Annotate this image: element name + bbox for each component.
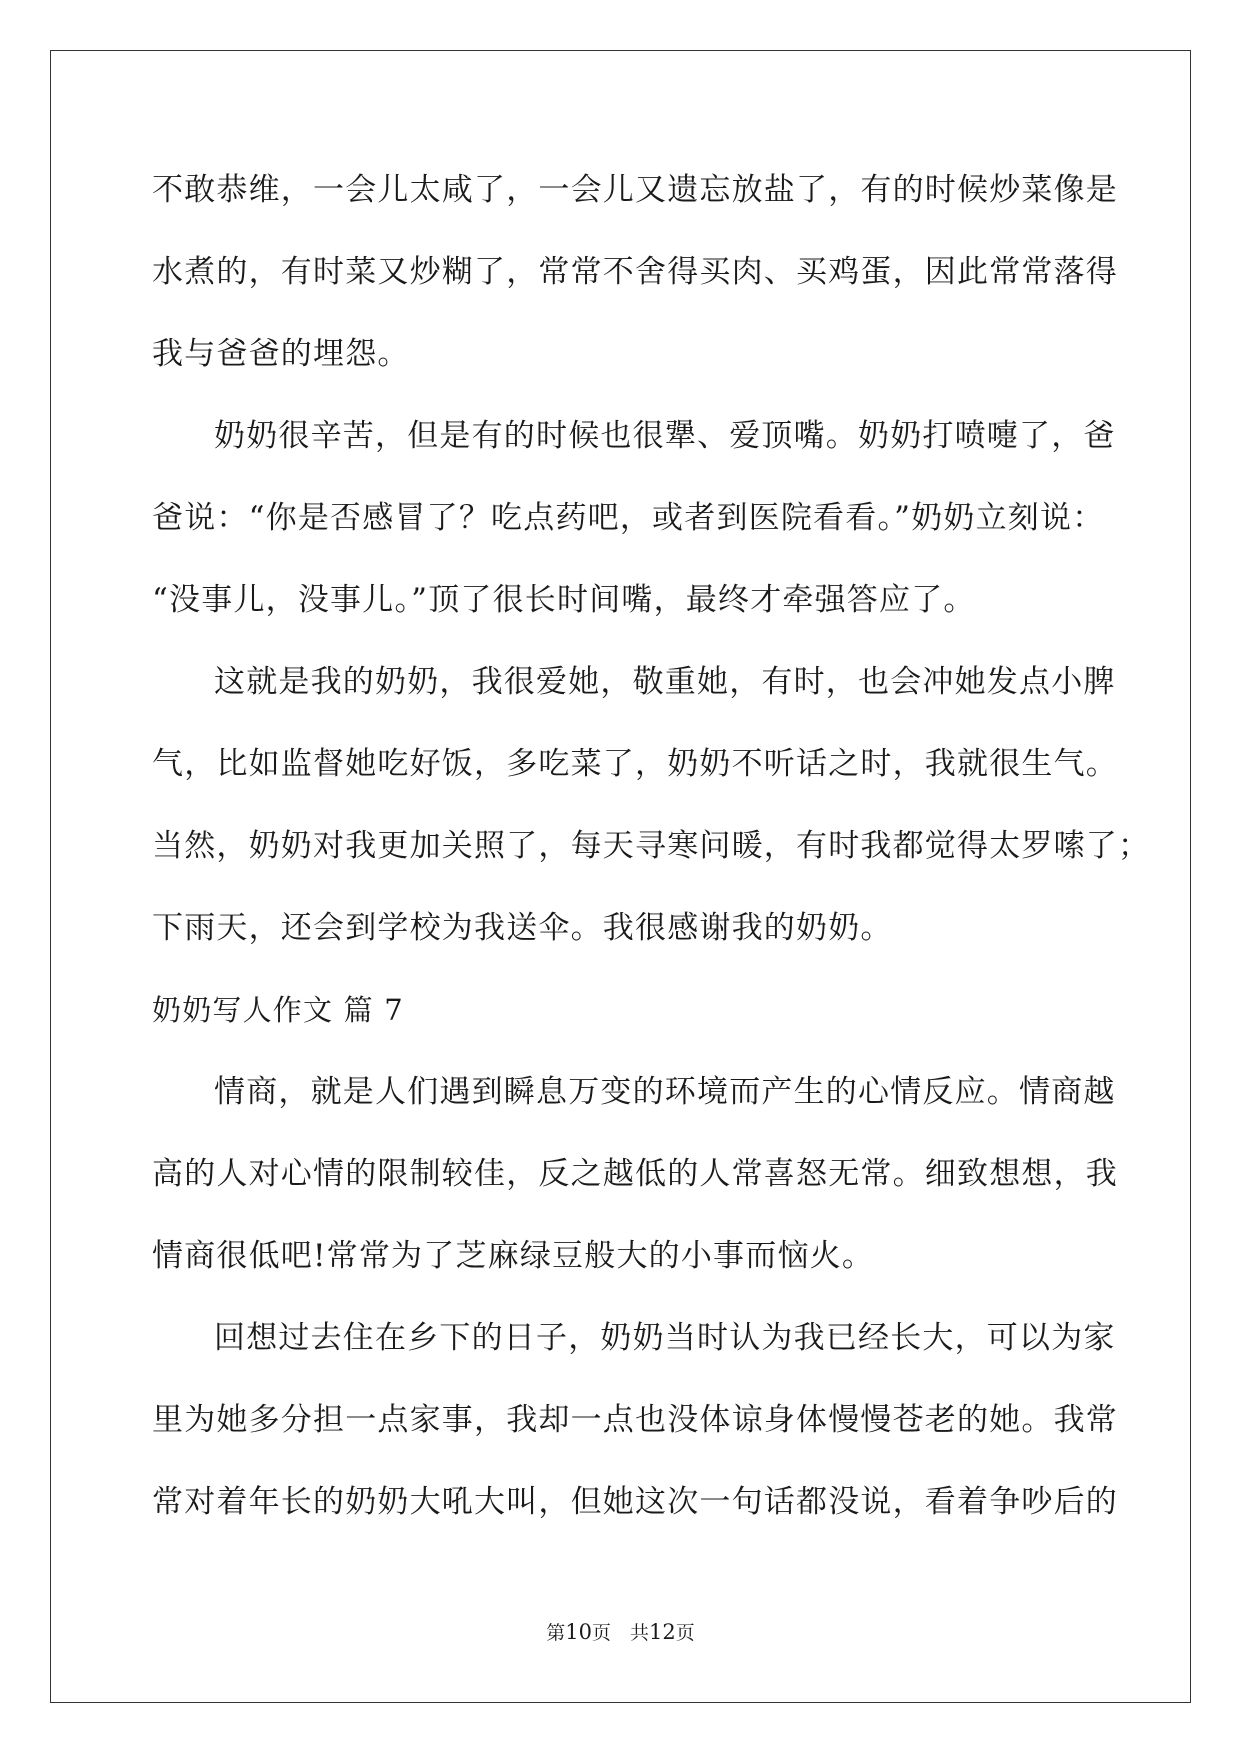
text-line: 情商，就是人们遇到瞬息万变的环境而产生的心情反应。情商越 xyxy=(214,1074,1116,1110)
footer-suffix: 页 xyxy=(675,1622,695,1644)
text-line: 水煮的，有时菜又炒糊了，常常不舍得买肉、买鸡蛋，因此常常落得 xyxy=(152,254,1118,290)
text-line: 回想过去住在乡下的日子，奶奶当时认为我已经长大，可以为家 xyxy=(214,1320,1116,1356)
document-body xyxy=(152,163,1151,1557)
text-line: 情商很低吧!常常为了芝麻绿豆般大的小事而恼火。 xyxy=(152,1238,875,1274)
text-line: “没事儿，没事儿。”顶了很长时间嘴，最终才牵强答应了。 xyxy=(152,582,976,618)
footer-prefix: 第 xyxy=(546,1622,566,1644)
text-line: 当然，奶奶对我更加关照了，每天寻寒问暖，有时我都觉得太罗嗦了； xyxy=(152,828,1151,864)
text-line: 爸说：“你是否感冒了？吃点药吧，或者到医院看看。”奶奶立刻说： xyxy=(152,500,1105,536)
page-number-footer xyxy=(0,1618,1241,1645)
current-page-number: 10 xyxy=(565,1620,592,1644)
text-line: 常对着年长的奶奶大吼大叫，但她这次一句话都没说，看着争吵后的 xyxy=(152,1484,1118,1520)
text-line: 里为她多分担一点家事，我却一点也没体谅身体慢慢苍老的她。我常 xyxy=(152,1402,1118,1438)
footer-middle: 页 共 xyxy=(591,1622,649,1644)
text-line: 高的人对心情的限制较佳，反之越低的人常喜怒无常。细致想想，我 xyxy=(152,1156,1118,1192)
text-line: 气，比如监督她吃好饭，多吃菜了，奶奶不听话之时，我就很生气。 xyxy=(152,746,1118,782)
text-line: 奶奶很辛苦，但是有的时候也很犟、爱顶嘴。奶奶打喷嚏了，爸 xyxy=(214,418,1116,454)
text-line: 我与爸爸的埋怨。 xyxy=(152,336,410,372)
total-page-number: 12 xyxy=(649,1620,676,1644)
section-heading: 奶奶写人作文 篇 7 xyxy=(152,993,404,1027)
text-line: 这就是我的奶奶，我很爱她，敬重她，有时，也会冲她发点小脾 xyxy=(214,664,1116,700)
text-line: 不敢恭维，一会儿太咸了，一会儿又遗忘放盐了，有的时候炒菜像是 xyxy=(152,172,1118,208)
text-line: 下雨天，还会到学校为我送伞。我很感谢我的奶奶。 xyxy=(152,910,893,946)
